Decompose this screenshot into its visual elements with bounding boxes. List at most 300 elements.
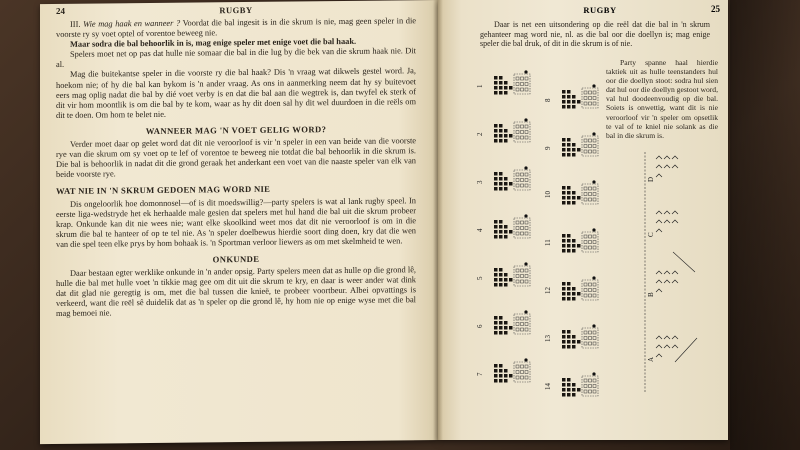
player-marker <box>567 138 571 142</box>
player-v-marker <box>664 280 670 283</box>
player-marker <box>494 283 498 287</box>
player-v-marker <box>672 280 678 283</box>
player-marker <box>562 330 566 334</box>
ball-marker <box>524 214 527 217</box>
heading-wat-nie: WAT NIE IN 'N SKRUM GEDOEN MAG WORD NIE <box>56 184 271 197</box>
player-marker <box>577 244 581 248</box>
player-marker <box>494 182 498 186</box>
player-marker <box>499 220 503 224</box>
formation-4 <box>476 214 530 238</box>
opponent-marker <box>516 227 519 230</box>
opponent-marker <box>521 275 524 278</box>
opponent-marker <box>584 193 587 196</box>
player-marker <box>567 330 571 334</box>
player-marker <box>499 81 503 85</box>
formation-9 <box>544 132 598 156</box>
opponent-marker <box>589 150 592 153</box>
player-marker <box>577 388 581 392</box>
player-marker <box>567 148 571 152</box>
opponent-marker <box>521 179 524 182</box>
opponent-marker <box>516 221 519 224</box>
opponent-marker <box>521 376 524 379</box>
play-letter-D: D <box>647 176 655 182</box>
player-v-marker <box>656 220 662 223</box>
player-marker <box>494 225 498 229</box>
opponent-marker <box>589 198 592 201</box>
scrum-formation-diagrams <box>476 62 720 402</box>
opponent-marker <box>593 139 596 142</box>
player-marker <box>567 249 571 253</box>
opponent-marker <box>593 145 596 148</box>
formation-10 <box>544 180 598 204</box>
opponent-marker <box>593 150 596 153</box>
player-marker <box>567 287 571 291</box>
player-marker <box>567 297 571 301</box>
player-v-marker <box>656 229 662 232</box>
player-marker <box>499 230 503 234</box>
opponent-marker <box>589 294 592 297</box>
opponent-marker <box>516 131 519 134</box>
player-v-marker <box>656 165 662 168</box>
player-marker <box>494 124 498 128</box>
player-marker <box>567 105 571 109</box>
player-marker <box>494 177 498 181</box>
player-marker <box>499 124 503 128</box>
opponent-marker <box>516 317 519 320</box>
ball-marker <box>524 166 527 169</box>
player-marker <box>562 378 566 382</box>
ball-marker <box>592 372 595 375</box>
opponent-marker <box>516 77 519 80</box>
player-marker <box>572 153 576 157</box>
opponent-marker <box>516 275 519 278</box>
player-marker <box>499 331 503 335</box>
player-v-marker <box>672 156 678 159</box>
player-v-marker <box>656 271 662 274</box>
player-marker <box>562 100 566 104</box>
player-marker <box>499 76 503 80</box>
player-marker <box>494 364 498 368</box>
book-gutter <box>433 0 443 440</box>
player-marker <box>562 393 566 397</box>
player-marker <box>572 95 576 99</box>
opponent-marker <box>589 337 592 340</box>
player-marker <box>562 345 566 349</box>
player-marker <box>562 234 566 238</box>
opponent-marker <box>516 323 519 326</box>
player-marker <box>504 177 508 181</box>
pass-arrow <box>675 338 697 362</box>
bold-text: sodra die bal behoorlik in is, mag enige speler met enige voet die bal haak. <box>91 37 357 49</box>
formation-number: 12 <box>544 287 552 294</box>
left-page-text <box>56 0 416 319</box>
opponent-marker <box>584 294 587 297</box>
page-edge-shadow <box>730 0 800 450</box>
opponent-marker <box>584 97 587 100</box>
paragraph-2: Spelers moet net op pas dat hulle nie somaar die bal in die lug by die bek van die skrum haak nie. Dit al. <box>56 46 416 70</box>
opponent-marker <box>521 88 524 91</box>
opponent-marker <box>521 131 524 134</box>
opponent-marker <box>525 88 528 91</box>
player-marker <box>504 278 508 282</box>
player-marker <box>572 244 576 248</box>
player-marker <box>499 172 503 176</box>
intro-question: Wie mag haak en wanneer ? <box>83 18 181 29</box>
player-marker <box>499 139 503 143</box>
player-marker <box>499 177 503 181</box>
player-marker <box>509 278 513 282</box>
opponent-marker <box>593 283 596 286</box>
player-marker <box>562 282 566 286</box>
player-marker <box>504 129 508 133</box>
formation-12 <box>544 276 598 300</box>
formation-5 <box>476 262 530 286</box>
formation-number: 1 <box>476 84 484 88</box>
opponent-marker <box>521 125 524 128</box>
player-marker <box>567 143 571 147</box>
formation-group <box>476 70 598 396</box>
player-marker <box>494 187 498 191</box>
opponent-marker <box>584 342 587 345</box>
opponent-marker <box>525 77 528 80</box>
opponent-marker <box>593 246 596 249</box>
opponent-marker <box>584 385 587 388</box>
opponent-marker <box>584 235 587 238</box>
player-v-marker <box>672 165 678 168</box>
player-marker <box>577 100 581 104</box>
player-v-marker <box>672 271 678 274</box>
opponent-marker <box>525 131 528 134</box>
player-marker <box>499 134 503 138</box>
ball-marker <box>524 358 527 361</box>
player-v-marker <box>656 336 662 339</box>
player-marker <box>562 335 566 339</box>
player-marker <box>567 186 571 190</box>
player-v-marker <box>664 336 670 339</box>
right-paragraph-2: Party spanne haal hierdie taktiek uit as hulle teenstanders hul oor die doellyn stoot: sodra hul sien dat hul oor die doellyn gestoot word, val hul doodeenvoudig op die bal. Soiets is onwettig, want dit is nie veroorloof vir 'n speler om opsetlik te val of te kniel nie solank as die bal in die skrum is. <box>606 58 718 140</box>
opponent-marker <box>589 187 592 190</box>
player-marker <box>572 100 576 104</box>
player-marker <box>562 105 566 109</box>
pass-arrow <box>673 252 695 272</box>
player-marker <box>572 239 576 243</box>
player-v-marker <box>656 280 662 283</box>
player-marker <box>562 148 566 152</box>
opponent-marker <box>589 139 592 142</box>
opponent-marker <box>521 77 524 80</box>
left-page <box>40 0 438 444</box>
opponent-marker <box>525 83 528 86</box>
opponent-marker <box>516 136 519 139</box>
player-v-marker <box>656 211 662 214</box>
player-marker <box>504 81 508 85</box>
opponent-marker <box>516 232 519 235</box>
player-marker <box>567 345 571 349</box>
player-marker <box>494 86 498 90</box>
player-marker <box>494 331 498 335</box>
opponent-marker <box>593 193 596 196</box>
opponent-marker <box>521 269 524 272</box>
ball-marker <box>592 84 595 87</box>
formation-3 <box>476 166 530 190</box>
opponent-marker <box>521 232 524 235</box>
formation-number: 9 <box>544 146 552 150</box>
player-marker <box>499 235 503 239</box>
player-marker <box>572 143 576 147</box>
player-v-marker <box>656 289 662 292</box>
formation-7 <box>476 358 530 382</box>
player-marker <box>567 244 571 248</box>
formation-number: 10 <box>544 191 552 198</box>
opponent-marker <box>516 184 519 187</box>
ball-marker <box>524 262 527 265</box>
player-marker <box>499 316 503 320</box>
player-v-marker <box>664 156 670 159</box>
running-header-left: RUGBY <box>219 4 253 16</box>
player-marker <box>562 186 566 190</box>
running-header-right: RUGBY <box>583 5 617 15</box>
player-marker <box>499 86 503 90</box>
player-marker <box>499 91 503 95</box>
opponent-marker <box>525 280 528 283</box>
player-marker <box>567 340 571 344</box>
opponent-marker <box>525 275 528 278</box>
player-marker <box>567 378 571 382</box>
opponent-marker <box>516 83 519 86</box>
player-v-marker <box>672 336 678 339</box>
opponent-marker <box>593 342 596 345</box>
opponent-marker <box>593 235 596 238</box>
player-marker <box>504 326 508 330</box>
opponent-marker <box>525 376 528 379</box>
player-marker <box>499 187 503 191</box>
player-marker <box>572 249 576 253</box>
formation-number: 13 <box>544 335 552 342</box>
player-marker <box>562 287 566 291</box>
opponent-marker <box>589 342 592 345</box>
opponent-marker <box>525 136 528 139</box>
opponent-marker <box>521 136 524 139</box>
opponent-marker <box>589 331 592 334</box>
player-v-marker <box>656 174 662 177</box>
opponent-marker <box>521 173 524 176</box>
player-marker <box>562 196 566 200</box>
player-marker <box>494 134 498 138</box>
player-v-marker <box>664 165 670 168</box>
player-marker <box>567 95 571 99</box>
opponent-marker <box>521 184 524 187</box>
player-marker <box>494 91 498 95</box>
player-marker <box>572 287 576 291</box>
player-marker <box>504 139 508 143</box>
play-letter-A: A <box>647 356 655 362</box>
player-marker <box>562 191 566 195</box>
ball-marker <box>524 70 527 73</box>
formation-8 <box>544 84 598 108</box>
player-marker <box>504 225 508 229</box>
player-marker <box>567 191 571 195</box>
page-number-right: 25 <box>711 4 720 14</box>
right-page-text <box>480 20 710 49</box>
paragraph-5: Dis ongeloorlik hoe domonnosel—of is dit moedswillig?—party spelers is wat al lank rugby speel. In eerste liga-wedstryde het ek herhaalde male gesien dat spelers met hul hand die bal uit die skrum probeer krap. Onkunde kan dit nie wees nie; want elke skoolkind weet mos dat dit nie veroorloof is om in die skrum die bal te hanteer of op te tel nie. As 'n speler doelbewus hierdie soort ding doen, kry dat die wen van die spel teen elke prys by hom bohaak is. 'n Sportman verloor liewers as om met skelmheid te wen. <box>56 195 416 249</box>
opponent-marker <box>589 385 592 388</box>
opponent-marker <box>525 227 528 230</box>
opponent-marker <box>589 289 592 292</box>
formation-number: 14 <box>544 383 552 390</box>
player-marker <box>504 283 508 287</box>
opponent-marker <box>589 390 592 393</box>
formation-1 <box>476 70 530 94</box>
player-marker <box>494 374 498 378</box>
formation-number: 6 <box>476 324 484 328</box>
opponent-marker <box>589 102 592 105</box>
opponent-marker <box>593 390 596 393</box>
opponent-marker <box>593 241 596 244</box>
opponent-marker <box>593 337 596 340</box>
player-marker <box>572 340 576 344</box>
paragraph-6: Daar bestaan egter werklike onkunde in 'n ander opsig. Party spelers meen dat as hulle op die grond lê, hulle die bal met hulle voet 'n tikkie mag gee om dit uit die skrum te kry, en daar is weer ander wat dink dat dit glad nie geregtig is om, met die bal tussen die knieë, te probeer voortbeur. Albei opvattings is verkeerd, want die reël sê duidelik dat as 'n speler op die grond lê, hy hom nie op enige wyse met die bal mag bemoei nie. <box>56 265 416 319</box>
player-marker <box>499 129 503 133</box>
opponent-marker <box>593 198 596 201</box>
opponent-marker <box>584 331 587 334</box>
opponent-marker <box>589 91 592 94</box>
player-marker <box>494 172 498 176</box>
opponent-marker <box>589 241 592 244</box>
player-marker <box>562 340 566 344</box>
formation-2 <box>476 118 530 142</box>
opponent-marker <box>525 317 528 320</box>
player-marker <box>572 383 576 387</box>
opponent-marker <box>525 232 528 235</box>
formation-number: 11 <box>544 239 552 246</box>
opponent-marker <box>525 125 528 128</box>
opponent-marker <box>516 179 519 182</box>
player-marker <box>499 364 503 368</box>
player-marker <box>562 292 566 296</box>
opponent-marker <box>584 198 587 201</box>
opponent-marker <box>521 317 524 320</box>
page-number-left: 24 <box>56 5 65 17</box>
opponent-marker <box>593 102 596 105</box>
opponent-marker <box>593 187 596 190</box>
player-marker <box>504 187 508 191</box>
player-v-marker <box>672 345 678 348</box>
player-marker <box>494 220 498 224</box>
formation-13 <box>544 324 598 348</box>
player-marker <box>562 249 566 253</box>
paragraph-3: Mag die buitekantse speler in die voorste ry die bal haak? Dis 'n vraag wat dikwels gestel word. Ja, hoekom nie; of hy die bal kan bykom is 'n ander vraag. As ons in aanmerking neem dat hy sy buitevoet eers mag oplig nadat die bal by dié voet verby is en dat die bal aan die wegtrek is, dan twyfel ek sterk of dit vir hom moontlik is om die bal by te kom, waar as hy dit doen sal hy dit wel duurdoen in die reëls om dit te doen. Om hom te belet nie. <box>56 66 416 120</box>
opponent-marker <box>584 145 587 148</box>
opponent-marker <box>593 331 596 334</box>
opponent-marker <box>525 269 528 272</box>
player-marker <box>494 139 498 143</box>
intro-text: Voordat die bal ingesit is in die skrum is nie, mag geen speler in die voorste ry sy voet optel of vorentoe beweeg nie. <box>56 16 417 40</box>
player-marker <box>509 86 513 90</box>
player-marker <box>567 153 571 157</box>
player-marker <box>499 321 503 325</box>
opponent-marker <box>593 385 596 388</box>
player-marker <box>572 191 576 195</box>
opponent-marker <box>584 283 587 286</box>
player-v-marker <box>664 211 670 214</box>
player-v-marker <box>664 345 670 348</box>
opponent-marker <box>589 379 592 382</box>
opponent-marker <box>584 289 587 292</box>
ball-marker <box>524 310 527 313</box>
player-marker <box>577 148 581 152</box>
player-marker <box>504 91 508 95</box>
player-marker <box>562 201 566 205</box>
player-marker <box>494 230 498 234</box>
player-marker <box>567 201 571 205</box>
formation-number: 7 <box>476 372 484 376</box>
player-marker <box>494 326 498 330</box>
opponent-marker <box>589 235 592 238</box>
formation-number: 3 <box>476 180 484 184</box>
bold-lead: Maar <box>70 39 90 50</box>
player-marker <box>499 374 503 378</box>
formation-14 <box>544 372 598 396</box>
player-marker <box>504 369 508 373</box>
opponent-marker <box>584 246 587 249</box>
player-marker <box>494 81 498 85</box>
heading-onkunde: ONKUNDE <box>212 253 260 265</box>
player-marker <box>499 225 503 229</box>
player-marker <box>504 273 508 277</box>
player-marker <box>562 297 566 301</box>
ball-marker <box>592 180 595 183</box>
player-marker <box>499 268 503 272</box>
play-letter-B: B <box>647 292 655 297</box>
opponent-marker <box>593 97 596 100</box>
player-marker <box>494 379 498 383</box>
opponent-marker <box>516 88 519 91</box>
player-v-marker <box>672 211 678 214</box>
opponent-marker <box>516 328 519 331</box>
opponent-marker <box>589 246 592 249</box>
player-marker <box>509 374 513 378</box>
formation-number: 5 <box>476 276 484 280</box>
player-v-marker <box>656 345 662 348</box>
player-marker <box>567 383 571 387</box>
player-marker <box>567 335 571 339</box>
formation-number: 4 <box>476 228 484 232</box>
opponent-marker <box>593 379 596 382</box>
player-marker <box>504 230 508 234</box>
player-marker <box>494 273 498 277</box>
player-marker <box>494 76 498 80</box>
right-page <box>438 0 728 440</box>
opponent-marker <box>521 365 524 368</box>
player-marker <box>562 239 566 243</box>
player-marker <box>494 321 498 325</box>
player-marker <box>577 340 581 344</box>
opponent-marker <box>525 173 528 176</box>
player-marker <box>577 292 581 296</box>
player-marker <box>504 182 508 186</box>
opponent-marker <box>584 379 587 382</box>
opponent-marker <box>516 173 519 176</box>
opponent-marker <box>593 91 596 94</box>
player-v-marker <box>656 354 662 357</box>
player-marker <box>499 273 503 277</box>
player-marker <box>572 393 576 397</box>
ball-marker <box>592 324 595 327</box>
opponent-marker <box>593 289 596 292</box>
player-marker <box>567 393 571 397</box>
formation-number: 2 <box>476 132 484 136</box>
opponent-marker <box>521 83 524 86</box>
